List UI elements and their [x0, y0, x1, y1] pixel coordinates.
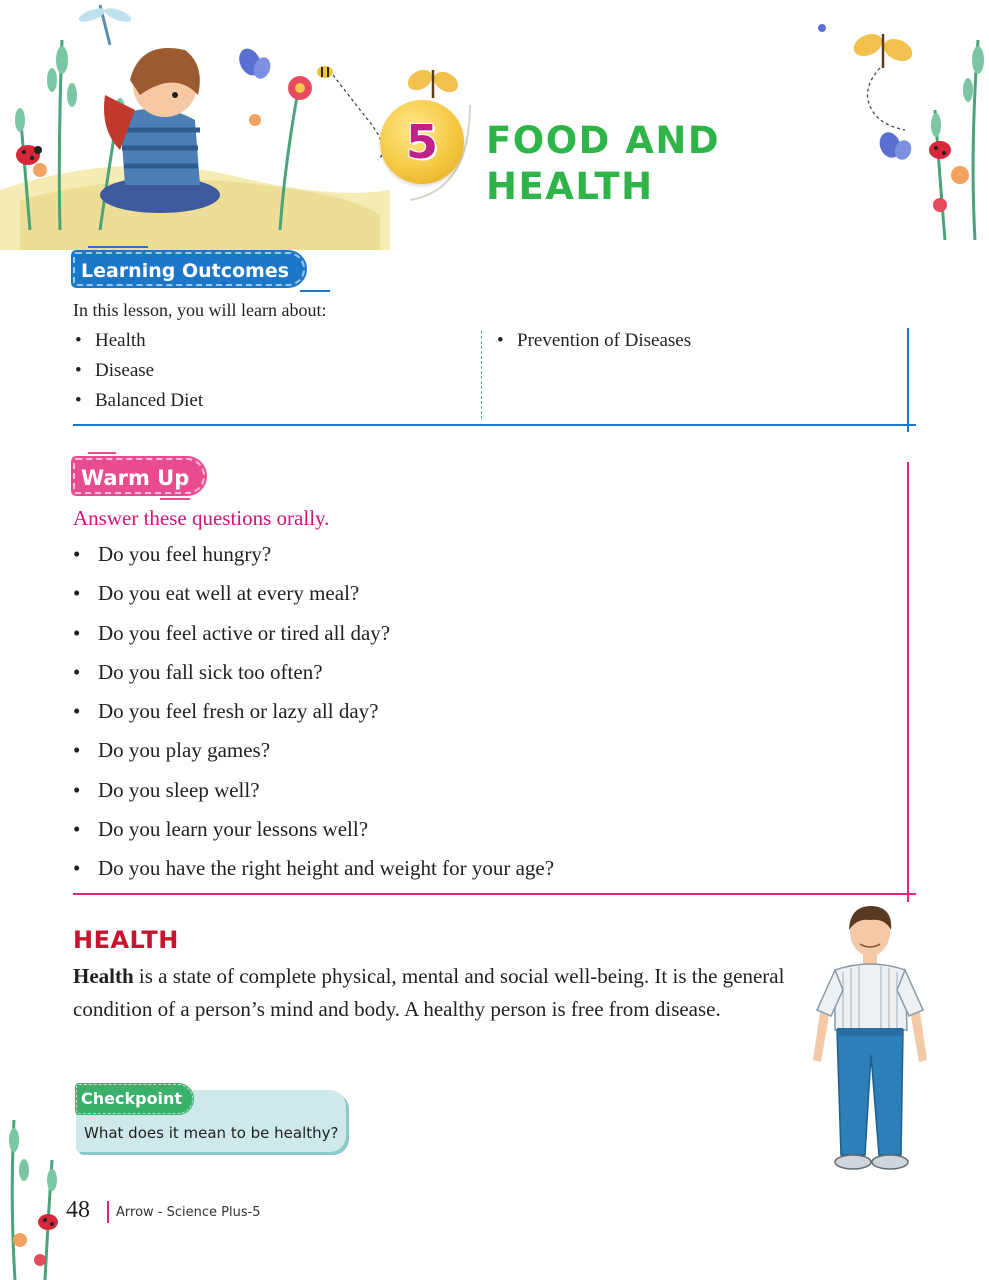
- ladybug-icon: [16, 145, 42, 165]
- list-item: • Prevention of Diseases: [495, 326, 875, 356]
- health-definition: [73, 960, 793, 1026]
- checkpoint-question: What does it mean to be healthy?: [84, 1124, 339, 1142]
- list-item: • Disease: [73, 356, 453, 386]
- footer-divider: [107, 1201, 109, 1223]
- warm-up-tab-underline: [160, 498, 190, 500]
- warm-up-bottom-border: [73, 893, 916, 895]
- warm-up-questions: [73, 537, 853, 891]
- right-ladybug-icon: [929, 141, 951, 159]
- checkpoint-label: Checkpoint: [76, 1084, 193, 1114]
- right-plants: [931, 40, 984, 240]
- learning-outcomes-intro: In this lesson, you will learn about:: [73, 300, 327, 320]
- column-divider: [481, 331, 482, 419]
- question-item: • Do you have the right height and weight for your age?: [73, 851, 853, 890]
- health-definition-text: is a state of complete physical, mental and social well-being. It is the general condition of a person’s mind and body. A healthy person is free from disease.: [73, 964, 785, 1021]
- chapter-title-line-2: HEALTH: [486, 165, 654, 208]
- page-number: 48: [66, 1197, 90, 1223]
- learning-outcomes-tab-accent: [88, 246, 148, 248]
- list-item: • Health: [73, 326, 453, 356]
- health-term: Health: [73, 964, 134, 988]
- question-item: • Do you feel hungry?: [73, 537, 853, 576]
- yellow-butterfly-icon: [404, 66, 462, 98]
- learning-outcomes-tab-underline: [300, 290, 330, 292]
- healthy-man-illustration: [795, 900, 945, 1175]
- question-item: • Do you feel active or tired all day?: [73, 616, 853, 655]
- question-item: • Do you play games?: [73, 733, 853, 772]
- learning-outcomes-heading: Learning Outcomes: [73, 252, 305, 286]
- question-item: • Do you sleep well?: [73, 773, 853, 812]
- warm-up-right-border: [907, 462, 909, 902]
- question-item: • Do you feel fresh or lazy all day?: [73, 694, 853, 733]
- learning-outcomes-bottom-border: [73, 424, 916, 426]
- learning-outcomes-right-border: [907, 328, 909, 432]
- right-yellow-butterfly-icon: [850, 30, 916, 68]
- right-blue-butterfly-icon: [876, 129, 914, 162]
- chapter-number: 5: [405, 115, 438, 169]
- question-item: • Do you learn your lessons well?: [73, 812, 853, 851]
- girl-illustration: [100, 48, 220, 213]
- warm-up-heading: Warm Up: [73, 458, 205, 494]
- chapter-title-line-1: FOOD AND: [486, 119, 721, 162]
- learning-outcomes-list-col2: [495, 326, 875, 356]
- health-heading: HEALTH: [73, 926, 179, 954]
- learning-outcomes-list-col1: [73, 326, 453, 416]
- question-item: • Do you fall sick too often?: [73, 655, 853, 694]
- blue-butterfly-icon: [235, 45, 273, 81]
- warm-up-tab-accent: [88, 452, 116, 454]
- bee-icon: [317, 66, 333, 78]
- list-item: • Balanced Diet: [73, 386, 453, 416]
- dragonfly-icon: [77, 5, 133, 45]
- footer-corner-illustration: [0, 1100, 70, 1280]
- warm-up-instruction: Answer these questions orally.: [73, 506, 330, 530]
- chapter-title: [486, 118, 786, 210]
- question-item: • Do you eat well at every meal?: [73, 576, 853, 615]
- book-title: Arrow - Science Plus-5: [116, 1205, 261, 1220]
